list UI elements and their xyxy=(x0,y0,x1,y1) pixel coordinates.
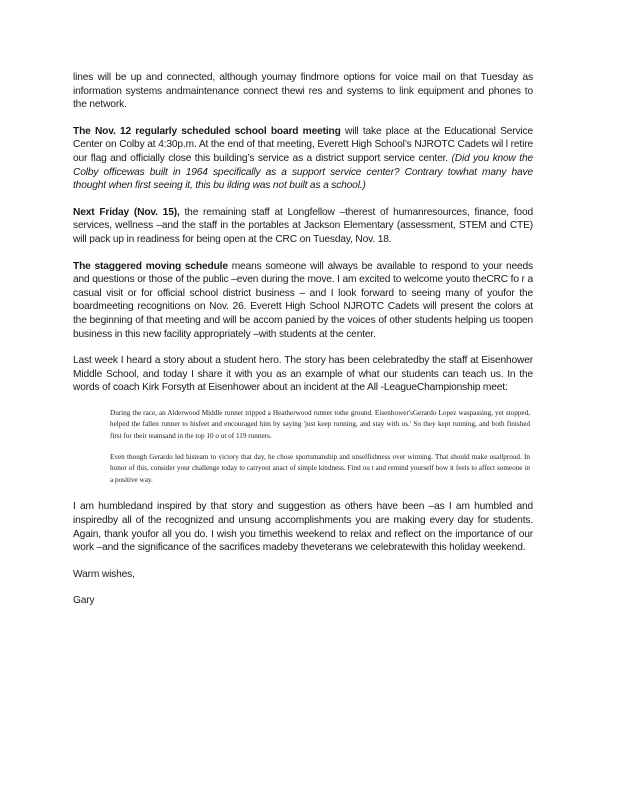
signature-name: Gary xyxy=(73,595,95,607)
board-meeting-body: will take place at the Educational Service Center on Colby at 4:30p.m. At the end of that meeting, Everett High School’s NJROTC Cadets wil l retire our flag and officially close this building’s service as a district support service center. xyxy=(73,125,533,164)
paragraph-next-friday xyxy=(73,206,533,247)
board-meeting-lead: The Nov. 12 regularly scheduled school board meeting xyxy=(73,125,341,137)
moving-schedule-lead: The staggered moving schedule xyxy=(73,260,228,272)
closing-line: Warm wishes, xyxy=(73,568,135,580)
board-meeting-aside: (Did you know the Colby officewas built in 1964 specifically as a support service center? Contrary towhat many have thought when first seeing it, this bu ilding was not built as a school.) xyxy=(73,152,533,192)
paragraph-network: lines will be up and connected, although youmay findmore options for voice mail on that Tuesday as information systems andmaintenance connect thewi res and systems to link equipment and phones to the network. xyxy=(73,72,533,111)
letter-page xyxy=(73,71,533,608)
moving-schedule-body: means someone will always be available to respond to your needs and questions or those of the public –even during the move. I am excited to welcome youto theCRC fo r a casual visit or for official school district business – and I look forward to seeing many of youfor the boardmeeting recognitions on Nov. 26. Everett High School NJROTC Cadets will present the colors at the beginning of that meeting and will be accom panied by the voices of other students helping us toopen business in this new facility appropriately –with students at the center. xyxy=(73,260,533,340)
next-friday-body: the remaining staff at Longfellow –therest of humanresources, finance, food services, wellness –and the staff in the portables at Jackson Elementary (assessment, STEM and CTE) will pack up in readiness for being open at the CRC on Tuesday, Nov. 18. xyxy=(73,206,533,245)
paragraph-board-meeting xyxy=(73,125,533,193)
paragraph-humbled: I am humbledand inspired by that story and suggestion as others have been –as I am humbled and inspiredby all of the recognized and unsung accomplishments you are making every day for students. Again, thank youfor all you do. I wish you timethis weekend to relax and reflect on the importance of our work –and the significance of the sacrifices madeby theveterans we celebratewith this holiday weekend. xyxy=(73,501,533,554)
paragraph-student-hero: Last week I heard a story about a student hero. The story has been celebratedby the staff at Eisenhower Middle School, and today I share it with you as an example of what our students can teach us. In the words of coach Kirk Forsyth at Eisenhower about an incident at the All -LeagueChampionship meet: xyxy=(73,355,533,394)
blockquote-coach xyxy=(110,408,530,487)
quote-paragraph-sportsmanship: Even though Gerardo led histeam to victory that day, he chose sportsmanship and unselfishness over winning. That should make usallproud. In honor of this, consider your challenge today to carryout anact of simple kindness. Find ou t and remind yourself how it feels to affect someone in a positive way. xyxy=(110,452,530,484)
paragraph-moving-schedule xyxy=(73,260,533,342)
quote-paragraph-race: During the race, an Alderwood Middle runner tripped a Heatherwood runner tothe ground. Eisenhower'sGerardo Lopez waspassing, yet stopped, helped the fallen runner to hisfeet and encouraged him by saying 'just keep running, and stay with us.' So they kept running, and both finished first for their teamsand in the top 10 o ut of 119 runners. xyxy=(110,408,530,441)
next-friday-lead: Next Friday (Nov. 15), xyxy=(73,206,180,218)
